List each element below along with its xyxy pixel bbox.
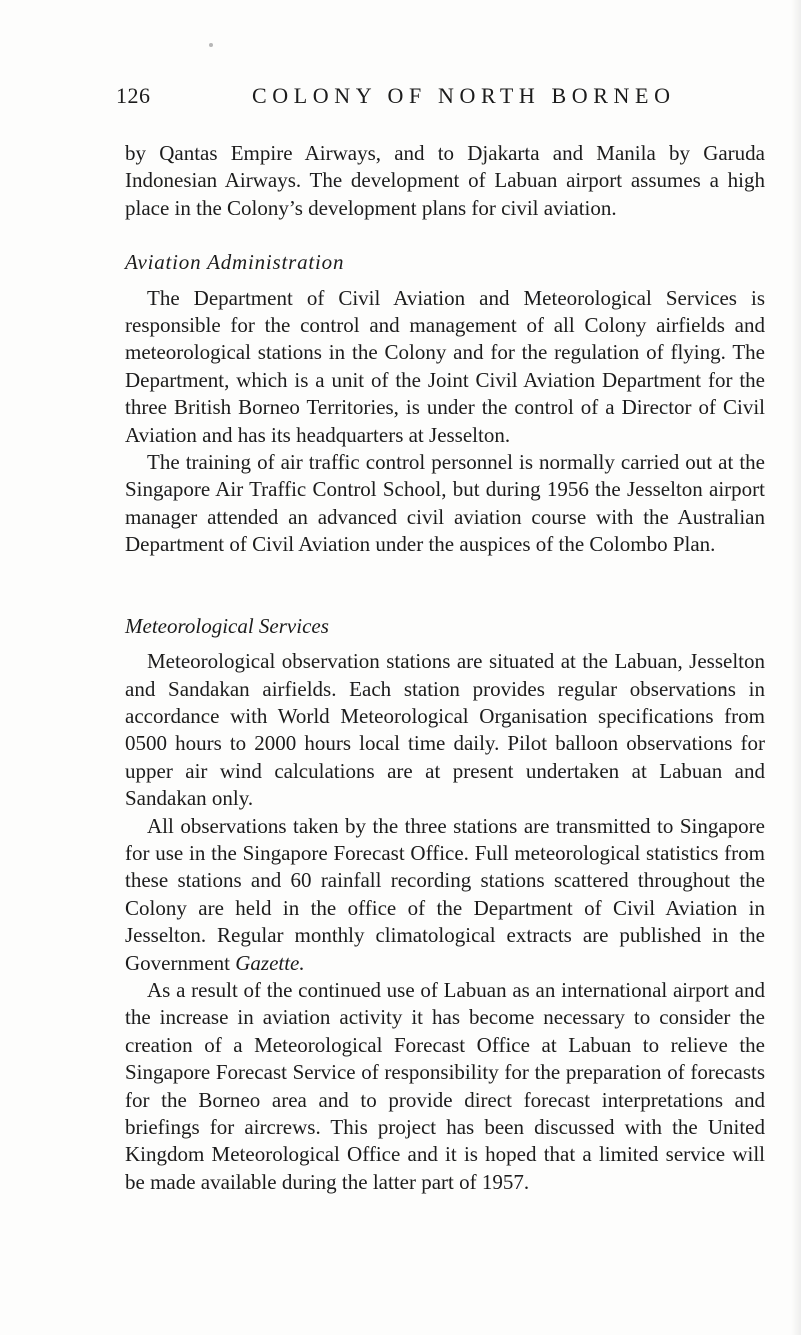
running-title: COLONY OF NORTH BORNEO: [252, 83, 676, 108]
running-header: [116, 80, 706, 112]
aviation-paragraph-1: The Department of Civil Aviation and Meteorological Services is responsible for the control and management of all Colony airfields and meteorological stations in the Colony and for the regulation of flying. The Department, which is a unit of the Joint Civil Aviation Department for the three British Borneo Territories, is under the control of a Director of Civil Aviation and has its headquarters at Jesselton.: [125, 285, 765, 447]
meteo-paragraph-2-text: All observations taken by the three stations are transmitted to Singapore for use in the Singapore Forecast Office. Full meteorological statistics from these stations and 60 rainfall recording stations scattered throughout the Colony are held in the office of the Department of Civil Aviation in Jesselton. Regular monthly climatological extracts are published in the Government: [125, 813, 765, 975]
meteo-paragraph-3: As a result of the continued use of Labuan as an international airport and the increase in aviation activity it has become necessary to consider the creation of a Meteorological Forecast Office at Labuan to relieve the Singapore Forecast Service of responsibility for the preparation of forecasts for the Borneo area and to provide direct forecast interpretations and briefings for aircrews. This project has been discussed with the United Kingdom Meteorological Office and it is hoped that a limited service will be made available during the latter part of 1957.: [125, 977, 765, 1194]
section-heading-aviation-administration: Aviation Administration: [125, 250, 345, 275]
section-heading-meteorological-services: Meteorological Services: [125, 613, 329, 638]
meteo-paragraph-1: Meteorological observation stations are situated at the Labuan, Jesselton and Sandakan airfields. Each station provides regular observations in accordance with World Meteorological Organisation specifications from 0500 hours to 2000 hours local time daily. Pilot balloon observations for upper air wind calculations are at present undertaken at Labuan and Sandakan only.: [125, 649, 765, 811]
page-edge-shadow: [791, 0, 801, 1335]
print-speck: [209, 43, 213, 47]
page-number: 126: [116, 83, 151, 108]
page-body: [125, 140, 765, 1196]
aviation-paragraph-2: The training of air traffic control personnel is normally carried out at the Singapore Air Traffic Control School, but during 1956 the Jesselton airport manager attended an advanced civil aviation course with the Australian Department of Civil Aviation under the auspices of the Colombo Plan.: [125, 450, 765, 557]
intro-paragraph: by Qantas Empire Airways, and to Djakarta and Manila by Garuda Indonesian Airways. The development of Labuan airport assumes a high place in the Colony’s development plans for civil aviation.: [125, 141, 765, 220]
gazette-title: Gazette.: [235, 950, 305, 975]
meteo-paragraph-2: [125, 813, 765, 977]
